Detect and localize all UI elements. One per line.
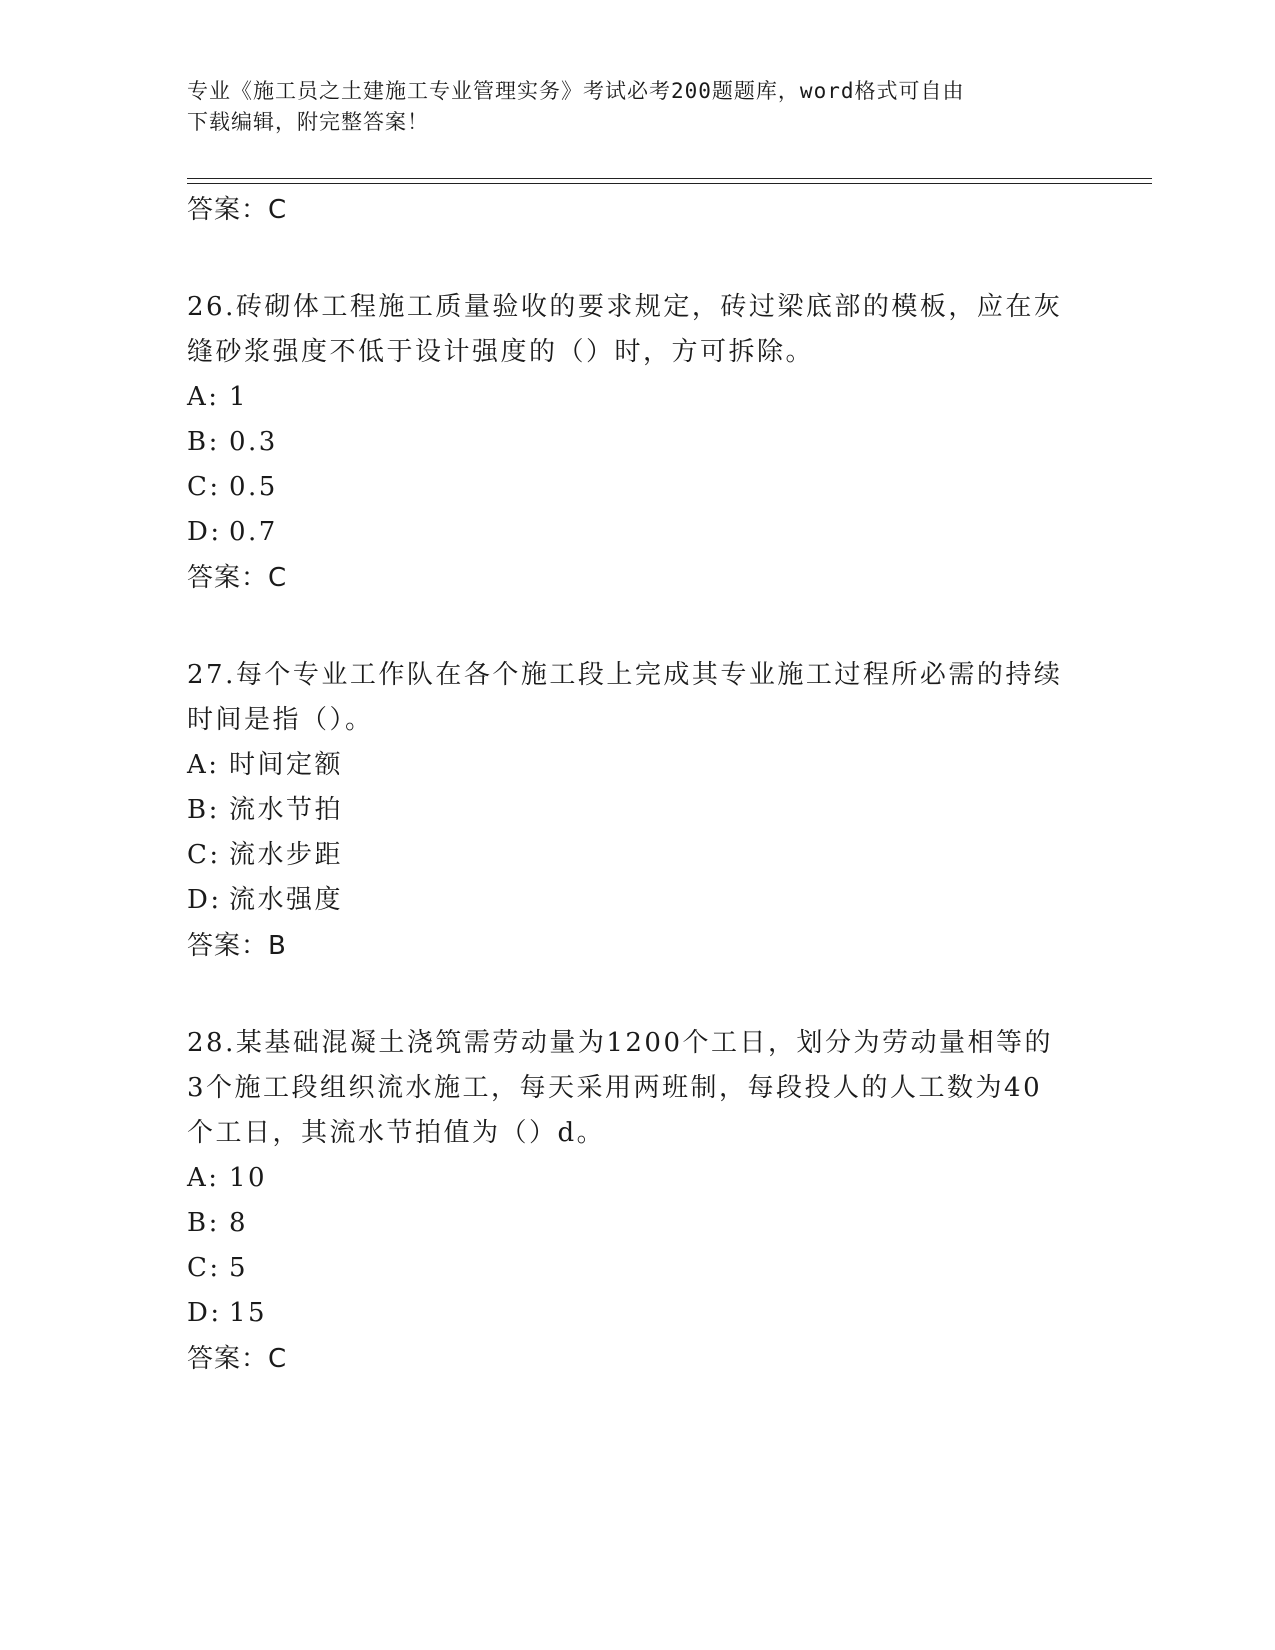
question-text-line: 个工日，其流水节拍值为（）d。 [187, 1118, 606, 1148]
option-value: 时间定额 [229, 750, 344, 780]
option-b [187, 788, 1087, 833]
header-divider-top [187, 178, 1152, 179]
header-line-1: 专业《施工员之土建施工专业管理实务》考试必考200题题库，word格式可自由 [187, 79, 965, 103]
question-text-line: 时间是指（）。 [187, 705, 374, 735]
option-label: D: [187, 885, 222, 915]
option-label: C: [187, 1253, 221, 1283]
option-value: 1 [229, 382, 249, 412]
question-26 [187, 285, 1087, 601]
option-b [187, 420, 1087, 465]
question-text [187, 1021, 1087, 1156]
option-value: 8 [229, 1208, 249, 1238]
option-label: A: [187, 750, 220, 780]
option-a [187, 375, 1087, 420]
option-label: C: [187, 840, 221, 870]
question-text-line: 28.某基础混凝土浇筑需劳动量为1200个工日，划分为劳动量相等的 [187, 1028, 1054, 1058]
option-label: C: [187, 472, 221, 502]
header-divider-bottom [187, 183, 1152, 184]
option-value: 5 [229, 1253, 249, 1283]
option-value: 0.3 [229, 427, 278, 457]
option-value: 流水强度 [229, 885, 344, 915]
question-text [187, 285, 1087, 375]
answer: 答案：C [187, 1344, 288, 1374]
option-value: 流水步距 [229, 840, 344, 870]
option-b [187, 1201, 1087, 1246]
option-value: 15 [229, 1298, 268, 1328]
option-label: B: [187, 427, 220, 457]
option-value: 0.5 [229, 472, 278, 502]
option-c [187, 465, 1087, 510]
question-text-line: 27.每个专业工作队在各个施工段上完成其专业施工过程所必需的持续 [187, 660, 1063, 690]
option-value: 10 [229, 1163, 268, 1193]
option-label: A: [187, 382, 220, 412]
question-text [187, 653, 1087, 743]
question-list [187, 187, 1087, 1382]
option-label: B: [187, 795, 220, 825]
option-label: D: [187, 1298, 222, 1328]
question-text-line: 26.砖砌体工程施工质量验收的要求规定，砖过梁底部的模板，应在灰 [187, 292, 1063, 322]
answer: 答案：B [187, 931, 287, 961]
question-28 [187, 1021, 1087, 1382]
answer: 答案：C [187, 563, 288, 593]
question-text-line: 缝砂浆强度不低于设计强度的（）时，方可拆除。 [187, 337, 815, 367]
option-label: B: [187, 1208, 220, 1238]
option-a [187, 743, 1087, 788]
option-label: A: [187, 1163, 220, 1193]
option-d [187, 878, 1087, 923]
document-header [187, 76, 1067, 138]
option-value: 流水节拍 [229, 795, 344, 825]
option-d [187, 510, 1087, 555]
option-d [187, 1291, 1087, 1336]
header-line-2: 下载编辑，附完整答案！ [187, 110, 429, 134]
option-c [187, 1246, 1087, 1291]
option-value: 0.7 [229, 517, 278, 547]
option-label: D: [187, 517, 222, 547]
question-text-line: 3个施工段组织流水施工，每天采用两班制，每段投人的人工数为40 [187, 1073, 1043, 1103]
option-c [187, 833, 1087, 878]
previous-answer: 答案：C [187, 195, 288, 225]
option-a [187, 1156, 1087, 1201]
question-27 [187, 653, 1087, 969]
